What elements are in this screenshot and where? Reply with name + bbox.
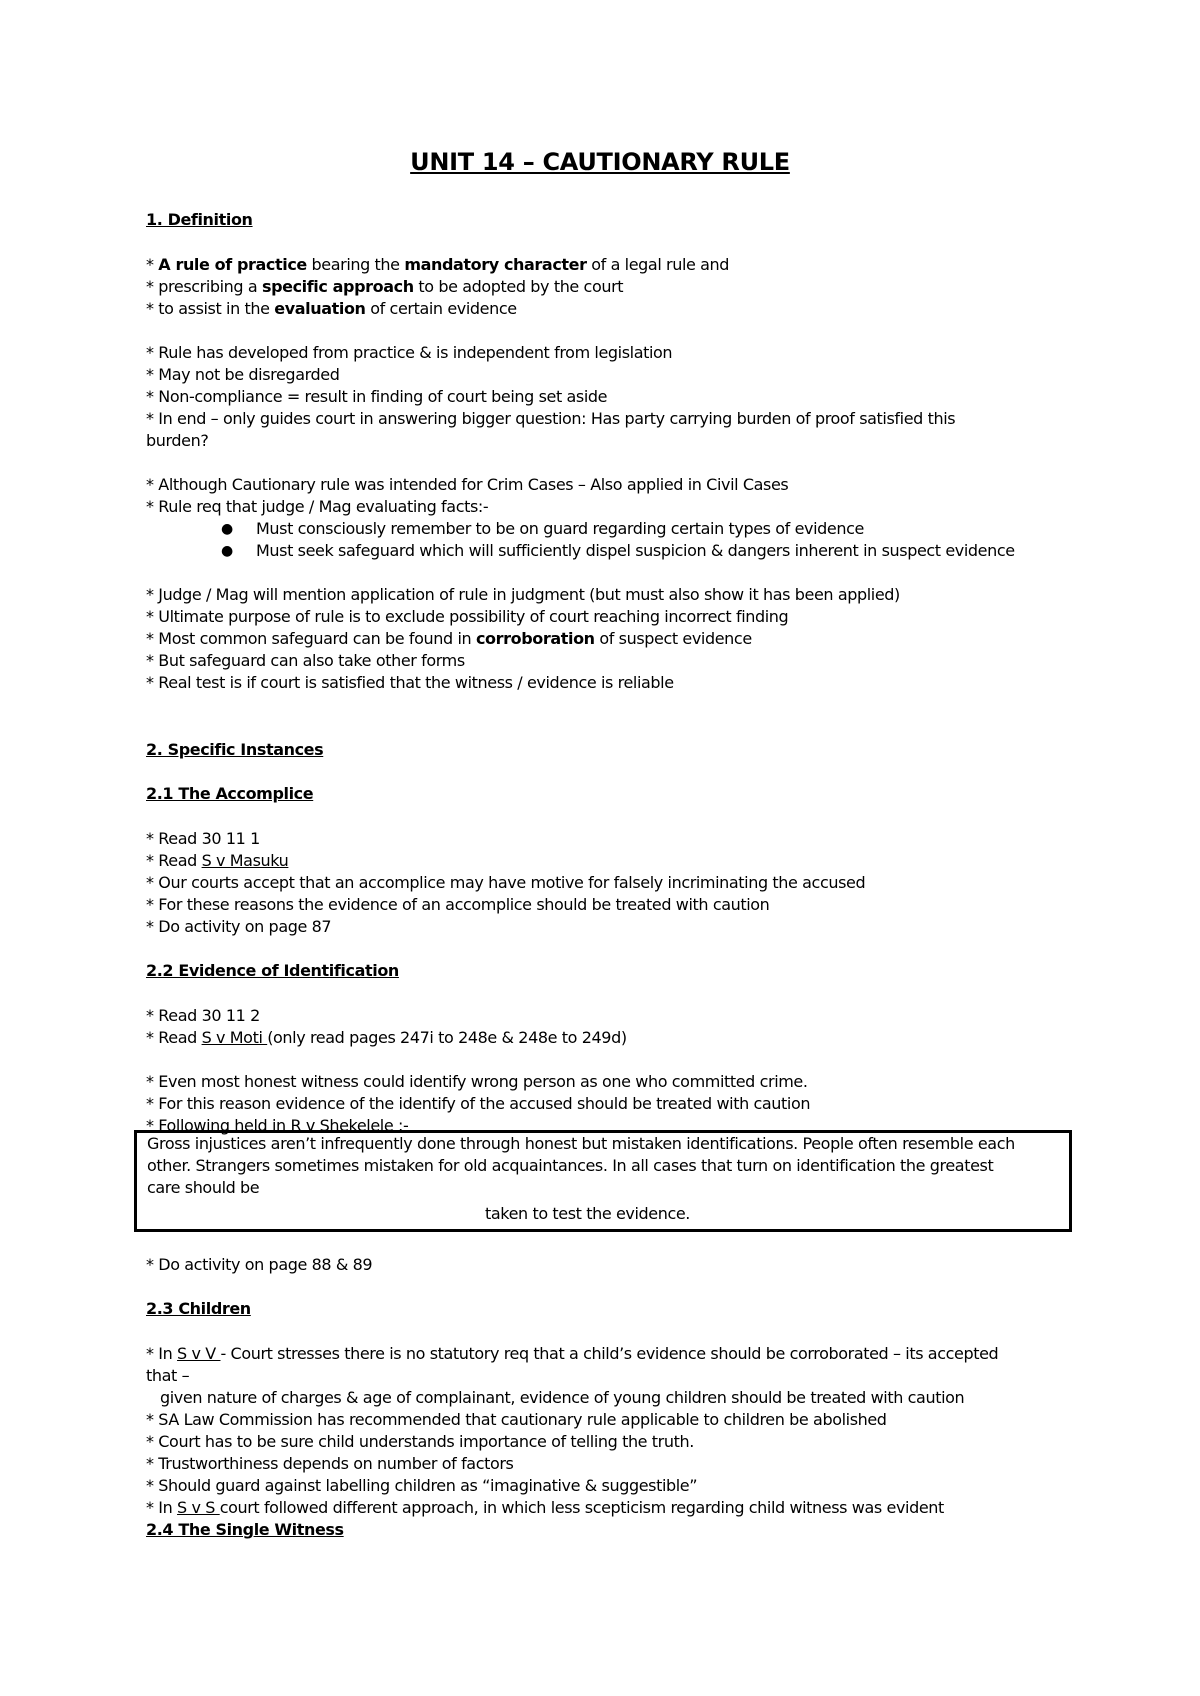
text-line: * In end – only guides court in answering bigger question: Has party carrying burden of proof satisfied this bbox=[146, 409, 956, 428]
text-line: * Most common safeguard can be found in corroboration of suspect evidence bbox=[146, 629, 752, 648]
quote-box bbox=[134, 1130, 1072, 1232]
case-name: S v Masuku bbox=[201, 851, 289, 870]
bullet-item: Must consciously remember to be on guard regarding certain types of evidence bbox=[256, 519, 864, 538]
text-line: * Rule has developed from practice & is independent from legislation bbox=[146, 343, 673, 362]
subsection-heading-accomplice: 2.1 The Accomplice bbox=[146, 784, 314, 803]
section-heading-specific-instances: 2. Specific Instances bbox=[146, 740, 324, 759]
text-line: * For these reasons the evidence of an accomplice should be treated with caution bbox=[146, 895, 770, 914]
text-line: * Trustworthiness depends on number of factors bbox=[146, 1454, 514, 1473]
quote-line: other. Strangers sometimes mistaken for old acquaintances. In all cases that turn on identification the greatest bbox=[147, 1156, 994, 1175]
text-line: * Do activity on page 88 & 89 bbox=[146, 1255, 373, 1274]
page-title: UNIT 14 – CAUTIONARY RULE bbox=[410, 148, 790, 176]
text-line: * Court has to be sure child understands importance of telling the truth. bbox=[146, 1432, 694, 1451]
text-line: that – bbox=[146, 1366, 190, 1385]
text-line: * Following held in R v Shekelele :- bbox=[146, 1116, 409, 1135]
bullet-dot: ● bbox=[221, 543, 234, 559]
text-line: * May not be disregarded bbox=[146, 365, 340, 384]
quote-line: taken to test the evidence. bbox=[485, 1204, 690, 1223]
quote-line: Gross injustices aren’t infrequently done through honest but mistaken identifications. People often resemble each bbox=[147, 1134, 1015, 1153]
quote-line: care should be bbox=[147, 1178, 260, 1197]
text-line: * In S v S court followed different approach, in which less scepticism regarding child witness was evident bbox=[146, 1498, 944, 1517]
text-line: * Do activity on page 87 bbox=[146, 917, 332, 936]
text-line: burden? bbox=[146, 431, 209, 450]
text-line: given nature of charges & age of complainant, evidence of young children should be treated with caution bbox=[160, 1388, 965, 1407]
case-name: S v Moti bbox=[201, 1028, 268, 1047]
text-line: * Even most honest witness could identify wrong person as one who committed crime. bbox=[146, 1072, 808, 1091]
text-line: * Although Cautionary rule was intended for Crim Cases – Also applied in Civil Cases bbox=[146, 475, 789, 494]
subsection-heading-identification: 2.2 Evidence of Identification bbox=[146, 961, 399, 980]
bullet-item: Must seek safeguard which will sufficiently dispel suspicion & dangers inherent in suspect evidence bbox=[256, 541, 1015, 560]
case-name: S v V bbox=[177, 1344, 221, 1363]
subsection-heading-single-witness: 2.4 The Single Witness bbox=[146, 1520, 344, 1539]
text-line: * Real test is if court is satisfied that the witness / evidence is reliable bbox=[146, 673, 674, 692]
bullet-dot: ● bbox=[221, 521, 234, 537]
text-line: * prescribing a specific approach to be adopted by the court bbox=[146, 277, 624, 296]
case-name: S v S bbox=[177, 1498, 220, 1517]
text-line: * Read S v Masuku bbox=[146, 851, 289, 870]
text-line: * But safeguard can also take other forms bbox=[146, 651, 465, 670]
text-line: * Judge / Mag will mention application of rule in judgment (but must also show it has been applied) bbox=[146, 585, 900, 604]
text-line: * Non-compliance = result in finding of court being set aside bbox=[146, 387, 608, 406]
text-line: * Read S v Moti (only read pages 247i to 248e & 248e to 249d) bbox=[146, 1028, 627, 1047]
text-line: * SA Law Commission has recommended that cautionary rule applicable to children be abolished bbox=[146, 1410, 887, 1429]
text-line: * A rule of practice bearing the mandatory character of a legal rule and bbox=[146, 255, 730, 274]
text-line: * Read 30 11 1 bbox=[146, 829, 260, 848]
text-line: * In S v V - Court stresses there is no statutory req that a child’s evidence should be corroborated – its accepted bbox=[146, 1344, 999, 1363]
text-line: * Rule req that judge / Mag evaluating facts:- bbox=[146, 497, 489, 516]
text-line: * Our courts accept that an accomplice may have motive for falsely incriminating the accused bbox=[146, 873, 866, 892]
text-line: * Ultimate purpose of rule is to exclude possibility of court reaching incorrect finding bbox=[146, 607, 789, 626]
text-line: * to assist in the evaluation of certain evidence bbox=[146, 299, 517, 318]
text-line: * Should guard against labelling children as “imaginative & suggestible” bbox=[146, 1476, 698, 1495]
section-heading-definition: 1. Definition bbox=[146, 210, 253, 229]
subsection-heading-children: 2.3 Children bbox=[146, 1299, 251, 1318]
text-line: * Read 30 11 2 bbox=[146, 1006, 260, 1025]
text-line: * For this reason evidence of the identify of the accused should be treated with caution bbox=[146, 1094, 811, 1113]
